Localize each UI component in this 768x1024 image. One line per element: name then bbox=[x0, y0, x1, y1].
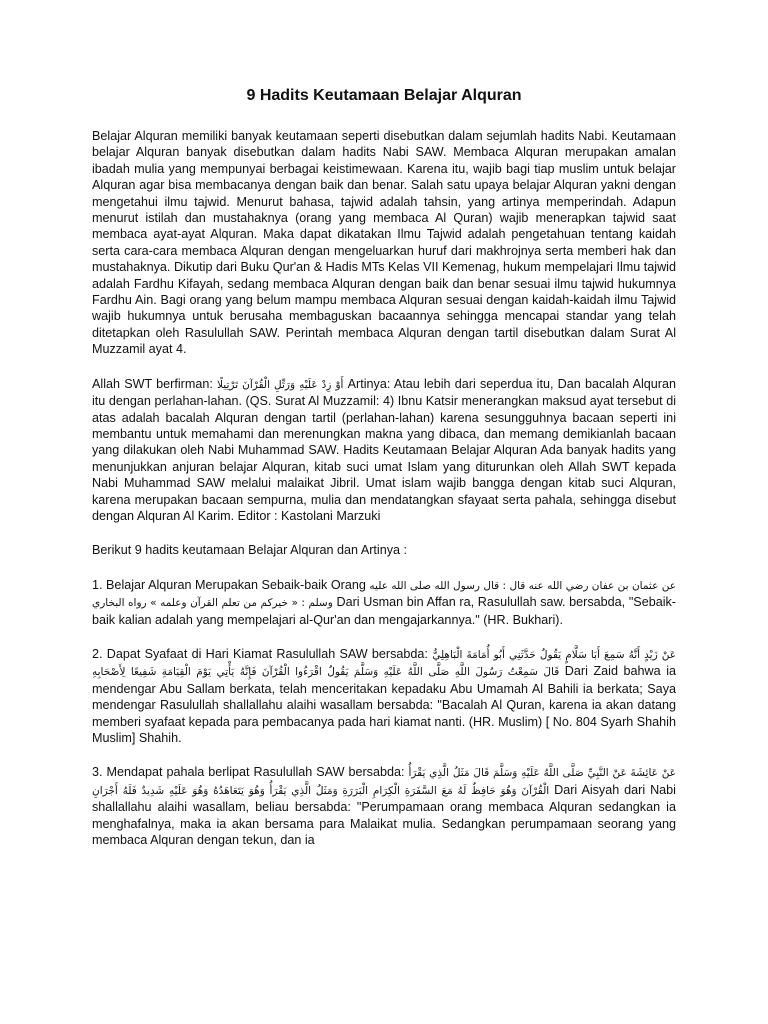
hadith-translation: Dari Usman bin Affan ra, Rasulullah saw. bersabda, "Sebaik-baik kalian adalah yang mempelajari al-Qur'an dan mengajarkannya." (HR. Bukhari). bbox=[92, 595, 676, 627]
document-title: 9 Hadits Keutamaan Belajar Alquran bbox=[246, 87, 522, 104]
arabic-hadith: عَنْ زَيْدٍ أَنَّهُ سَمِعَ أَبَا سَلَّامٍ يَقُولُ حَدَّثَنِي أَبُو أُمَامَةَ الْبَاهِلِيُّ قَالَ سَمِعْتُ رَسُولَ اللَّهِ صَلَّى اللَّهُ عَلَيْهِ وَسَلَّمَ يَقُولُ اقْرَءُوا الْقُرْآنَ فَإِنَّهُ يَأْتِي يَوْمَ الْقِيَامَةِ شَفِيعًا لِأَصْحَابِهِ bbox=[92, 648, 676, 679]
paragraph-text: Artinya: Atau lebih dari seperdua itu, Dan bacalah Alquran itu dengan perlahan-lahan. (QS. Surat Al Muzzamil: 4) Ibnu Katsir menerangkan maksud ayat tersebut di atas adalah bacalah Alquran dengan tartil (perlahan-lahan) karena sesungguhnya bacaan seperti ini membantu untuk memahami dan merenungkan makna yang dibaca, dan memang demikianlah bacaan yang dilakukan oleh Nabi Muhammad SAW. Hadits Keutamaan Belajar Alquran Ada banyak hadits yang menunjukkan anjuran belajar Alquran, kitab suci umat Islam yang diturunkan oleh Allah SWT kepada Nabi Muhammad SAW melalui malaikat Jibril. Umat islam wajib bangga dengan kitab suci Alquran, karena merupakan bacaan sempurna, mulia dan mendatangkan sfayaat serta pahala, sehingga disebut dengan Alquran Al Karim. Editor : Kastolani Marzuki bbox=[92, 376, 676, 523]
hadith-heading: 2. Dapat Syafaat di Hari Kiamat Rasulullah SAW bersabda: bbox=[92, 646, 433, 661]
hadith-item-2 bbox=[92, 646, 676, 746]
hadith-translation: Dari Aisyah dari Nabi shallallahu alaihi wasallam, beliau bersabda: "Perumpamaan orang membaca Alquran sedangkan ia menghafalnya, maka ia akan bersama para Malaikat mulia. Sedangkan perumpamaan seorang yang membaca Alquran dengan tekun, dan ia bbox=[92, 782, 676, 848]
paragraph-firman bbox=[92, 376, 676, 525]
paragraph-list-intro bbox=[92, 542, 676, 558]
paragraph-text: Belajar Alquran memiliki banyak keutamaan seperti disebutkan dalam sejumlah hadits Nabi. Keutamaan belajar Alquran banyak disebutkan dalam hadits Nabi SAW. Membaca Alquran merupakan amalan ibadah mulia yang mempunyai berbagai keistimewaan. Karena itu, wajib bagi tiap muslim untuk belajar Alquran agar bisa membacanya dengan baik dan benar. Salah satu upaya belajar Alquran yakni dengan mengetahui ilmu tajwid. Menurut bahasa, tajwid adalah tahsin, yang artinya memperindah. Adapun menurut istilah dan mustahaknya (orang yang membaca Al Quran) wajib menerapkan tajwid saat membaca ayat-ayat Alquran. Maka dapat dikatakan Ilmu Tajwid adalah pengetahuan tentang kaidah serta cara-cara membaca Alquran dengan mengeluarkan huruf dari makhrojnya serta memberi hak dan mustahaknya. Dikutip dari Buku Qur'an & Hadis MTs Kelas VII Kemenag, hukum mempelajari Ilmu tajwid adalah Fardhu Kifayah, sedang membaca Alquran dengan baik dan benar sesuai ilmu tajwid hukumnya Fardhu Ain. Bagi orang yang belum mampu membaca Alquran sesuai dengan kaidah-kaidah ilmu Tajwid wajib hukumnya untuk berusaha membaguskan bacaannya sehingga mencapai standar yang telah ditetapkan oleh Rasulullah SAW. Perintah membaca Alquran dengan tartil disebutkan dalam Surat Al Muzzamil ayat 4. bbox=[92, 129, 676, 357]
hadith-item-3 bbox=[92, 764, 676, 848]
hadith-heading: 1. Belajar Alquran Merupakan Sebaik-baik Orang bbox=[92, 577, 370, 592]
paragraph-intro bbox=[92, 128, 676, 358]
arabic-verse: أَوْ زِدْ عَلَيْهِ وَرَتِّلِ الْقُرْآنَ تَرْتِيلًا bbox=[217, 378, 344, 391]
arabic-hadith: عن عثمان بن عفان رضي الله عنه قال : قال رسول الله صلى الله عليه وسلم : « خيركم من تعلم القرآن وعلمه » رواه البخاري bbox=[92, 579, 676, 610]
hadith-item-1 bbox=[92, 577, 676, 628]
hadith-heading: 3. Mendapat pahala berlipat Rasulullah SAW bersabda: bbox=[92, 765, 409, 780]
hadith-translation: Dari Zaid bahwa ia mendengar Abu Sallam berkata, telah menceritakan kepadaku Abu Umamah Al Bahili ia berkata; Saya mendengar Rasulullah shallallahu alaihi wasallam bersabda: "Bacalah Al Quran, karena ia akan datang memberi syafaat kepada para pembacanya pada hari kiamat nanti. (HR. Muslim) [ No. 804 Syarh Shahih Muslim] Shahih. bbox=[92, 664, 676, 745]
arabic-hadith: عَنْ عَائِشَةَ عَنْ النَّبِيِّ صَلَّى اللَّهُ عَلَيْهِ وَسَلَّمَ قَالَ مَثَلُ الَّذِي يَقْرَأُ الْقُرْآنَ وَهُوَ حَافِظٌ لَهُ مَعَ السَّفَرَةِ الْكِرَامِ الْبَرَرَةِ وَمَثَلُ الَّذِي يَقْرَأُ وَهُوَ يَتَعَاهَدُهُ وَهُوَ عَلَيْهِ شَدِيدٌ فَلَهُ أَجْرَانِ bbox=[92, 767, 676, 797]
paragraph-text: Allah SWT berfirman: bbox=[92, 376, 218, 391]
paragraph-text: Berikut 9 hadits keutamaan Belajar Alquran dan Artinya : bbox=[92, 543, 408, 558]
